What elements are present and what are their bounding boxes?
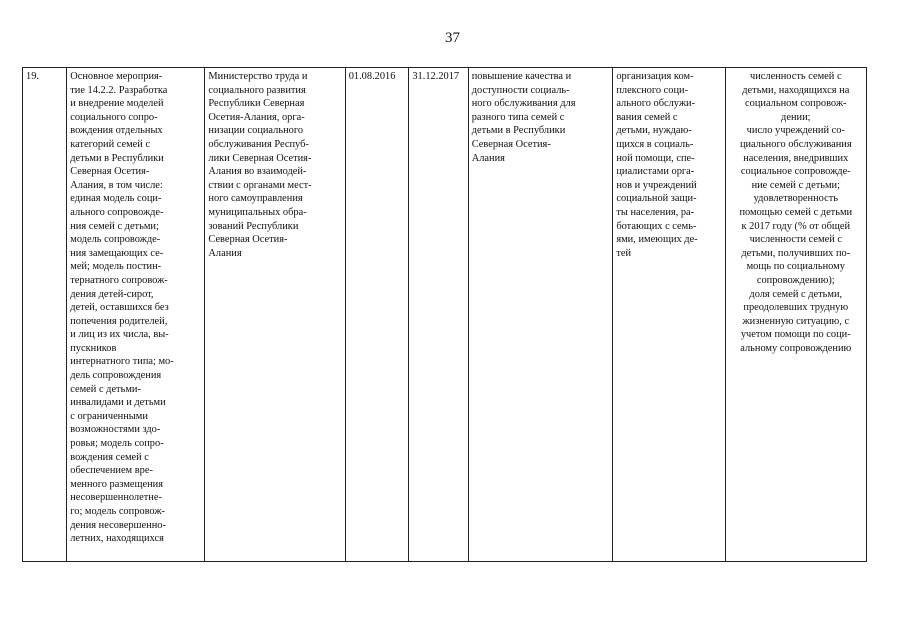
end-date: 31.12.2017 xyxy=(412,71,460,82)
event-description: Основное мероприя- тие 14.2.2. Разработка и внедрение моделей социального сопро- вождения отдельных категорий семей с детьми в Республики Северная Осетия- Алания, в том числе: единая модель соци- ального сопровожде- ния семей с детьми; модель сопровожде- ния замещающих се- мей; модель постин- тернатного сопровож- дения детей-сирот, детей, оставшихся без попечения родителей, и лиц из их числа, вы- пускников интернатного типа; мо- дель сопровождения семей с детьми- инвалидами и детьми с ограниченными возможностями здо- ровья; модель сопро- вождения семей с обеспечением вре- менного размещения несовершеннолетне- го; модель сопровож- дения несовершенно- летних, находящихся xyxy=(70,71,174,545)
indicators-cell xyxy=(725,68,866,562)
executor-text: Министерство труда и социального развития Республики Северная Осетия-Алания, орга- низации социального обслуживания Респуб- лики Северная Осетия- Алания во взаимодей- ствии с органами мест- ного самоуправления муниципальных обра- зований Республики Северная Осетия- Алания xyxy=(208,71,312,259)
row-number-cell xyxy=(23,68,67,562)
table-row xyxy=(23,68,867,562)
event-cell xyxy=(67,68,205,562)
executor-cell xyxy=(205,68,345,562)
start-date: 01.08.2016 xyxy=(348,71,396,82)
row-number: 19. xyxy=(26,71,39,82)
expected-result-text: повышение качества и доступности социаль- ного обслуживания для разного типа семей с детьми в Республики Северная Осетия- Алания xyxy=(471,71,576,164)
expected-result-cell xyxy=(468,68,613,562)
target-group-text: организация ком- плексного соци- ального обслужи- вания семей с детьми, нуждаю- щихся в социаль- ной помощи, спе- циалистами орга- нов и учреждений социальной защи- ты населения, ра- ботающих с семь- ями, имеющих де- тей xyxy=(616,71,698,259)
measures-table xyxy=(22,67,867,562)
indicators-text: численность семей с детьми, находящихся на социальном сопровож- дении; число учреждений со- циального обслуживания населения, внедривших социальное сопровожде- ние семей с детьми; удовлетворенность помощью семей с детьми к 2017 году (% от общей численности семей с детьми, получивших по- мощь по социальному сопровождению); доля семей с детьми, преодолевших трудную жизненную ситуацию, с учетом помощи по соци- альному сопровождению xyxy=(739,71,853,354)
target-group-cell xyxy=(613,68,725,562)
start-date-cell xyxy=(345,68,409,562)
end-date-cell xyxy=(409,68,468,562)
page-number: 37 xyxy=(445,30,460,46)
